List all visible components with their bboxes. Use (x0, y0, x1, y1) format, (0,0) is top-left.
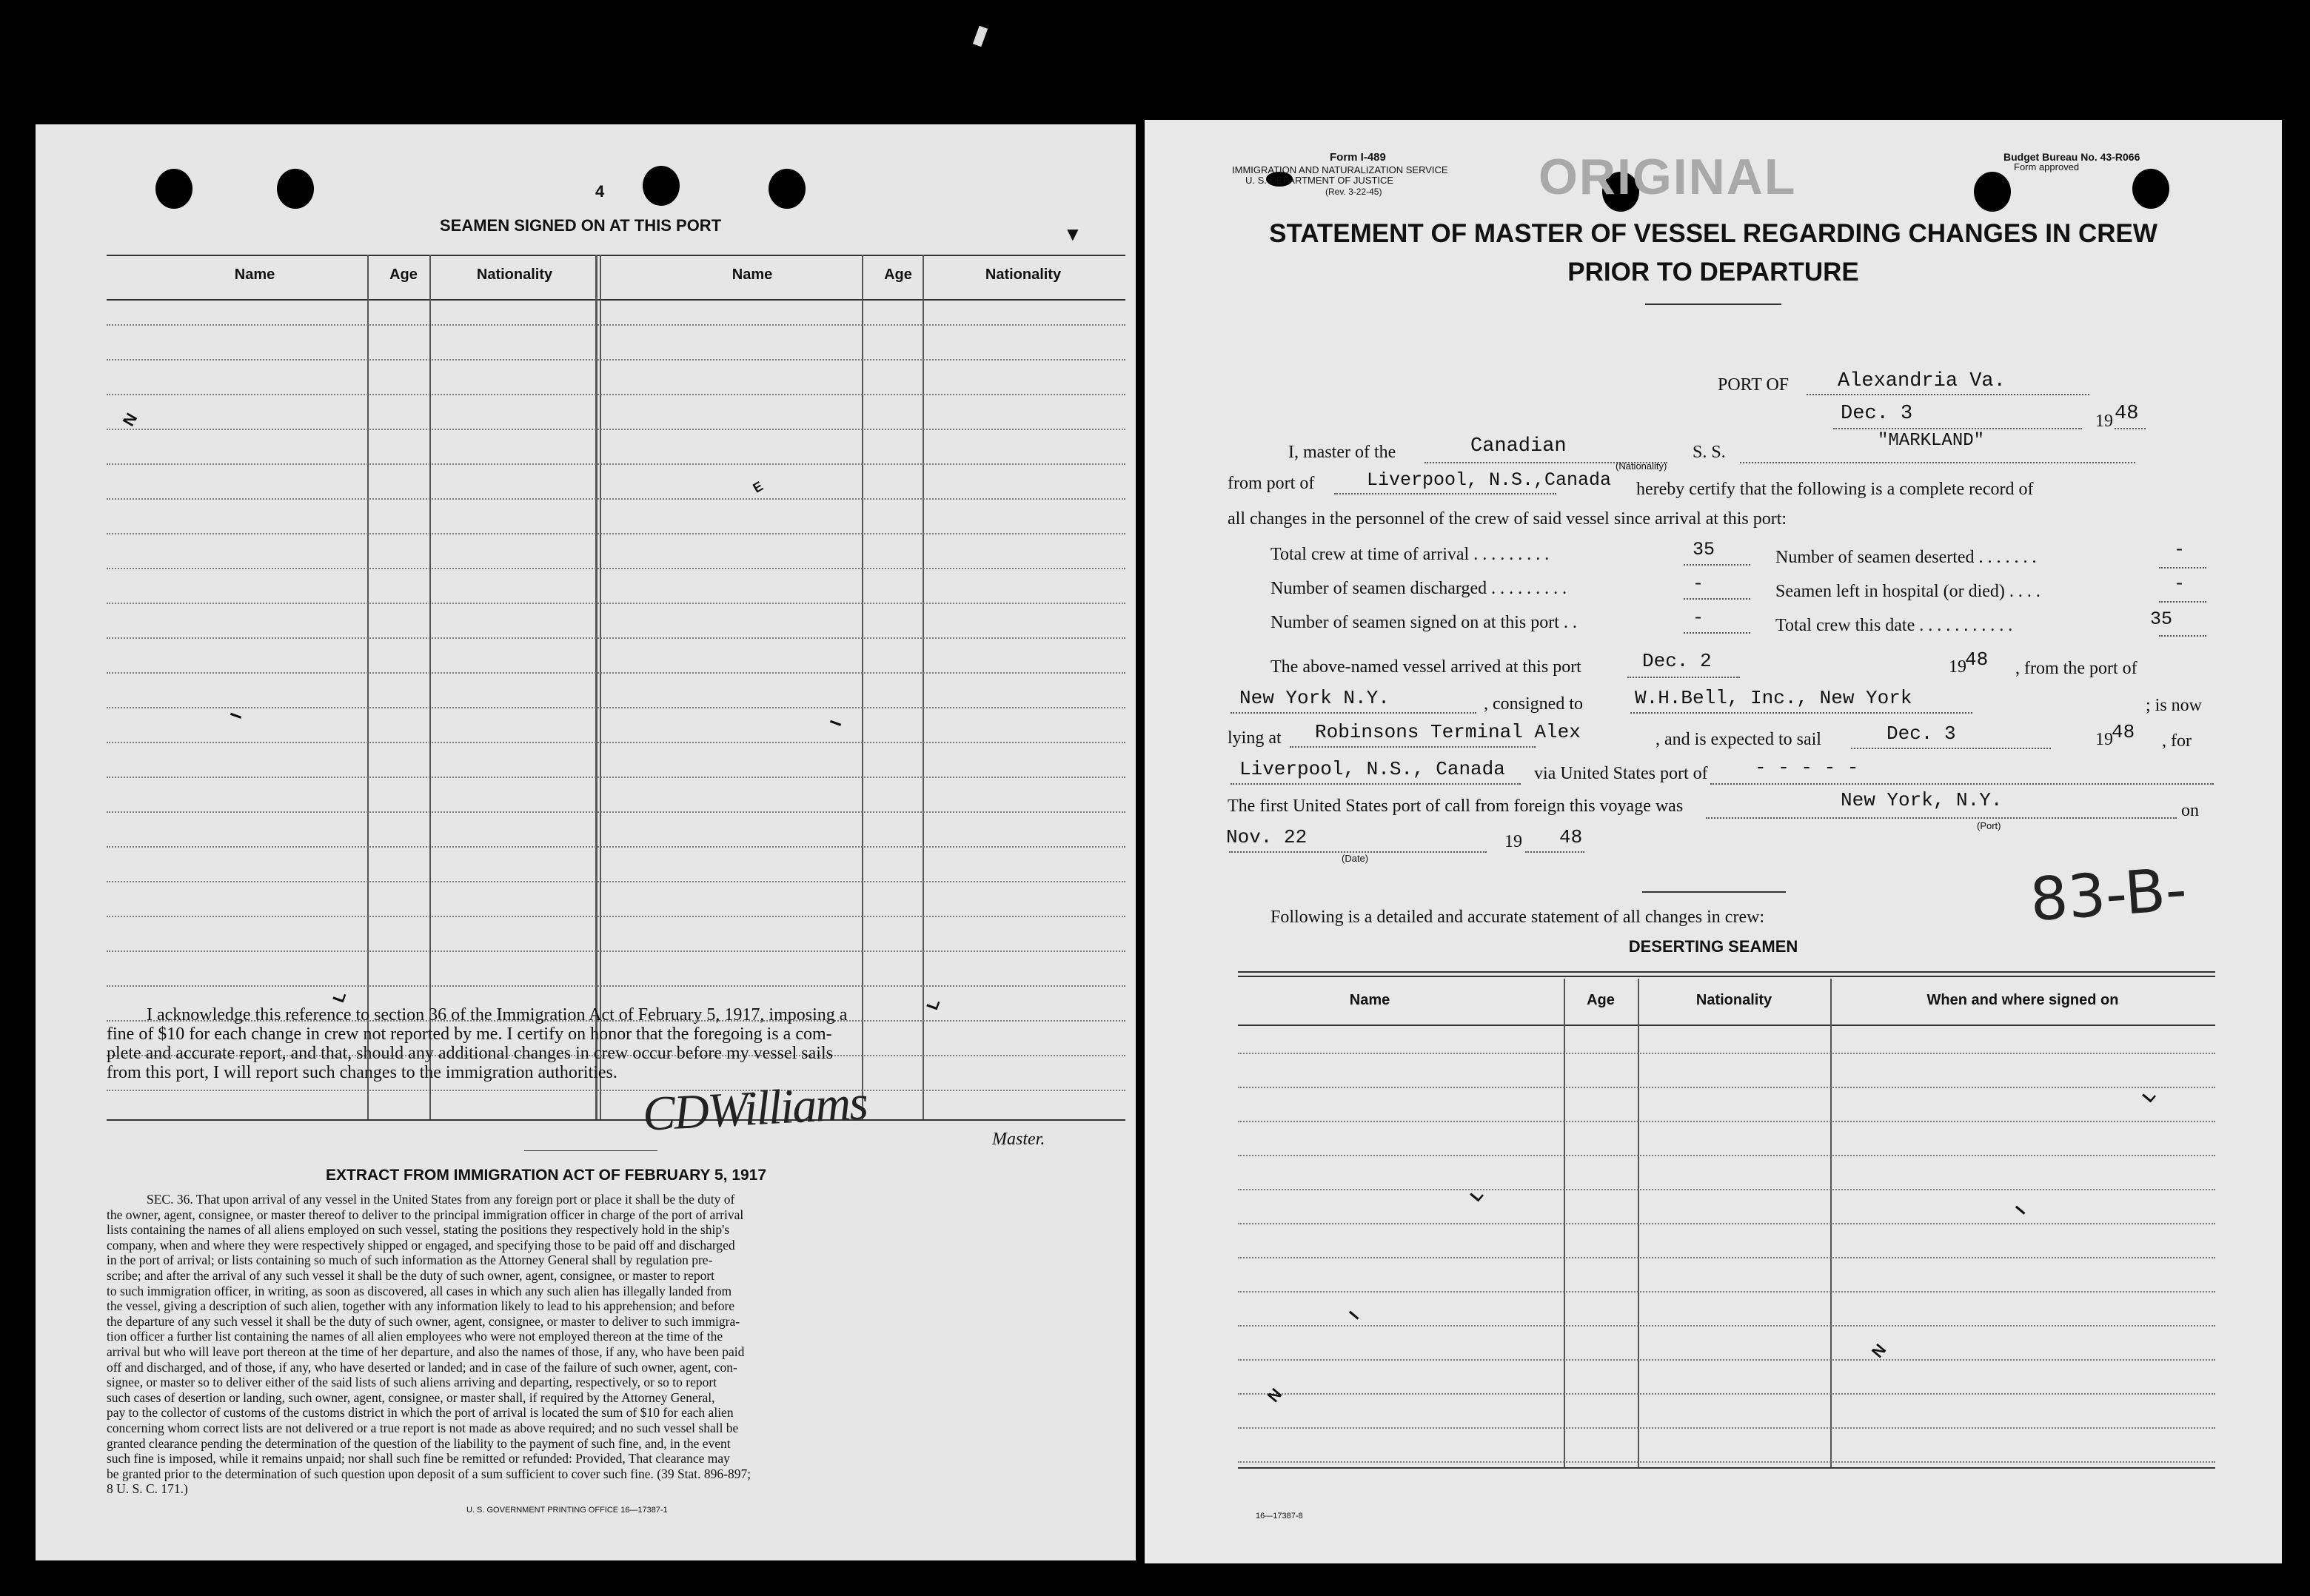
budget-bureau: Budget Bureau No. 43-R066 (2003, 151, 2140, 163)
arrived-label: The above-named vessel arrived at this port (1270, 657, 1581, 677)
fill-line (2115, 428, 2146, 429)
sail-date: Dec. 3 (1886, 722, 1956, 745)
extract-line: scribe; and after the arrival of any such vessel it shall be the duty of such owner, agent, consignee, or master to report (107, 1268, 715, 1283)
arrived-date: Dec. 2 (1642, 650, 1712, 672)
nil-mark: L (923, 996, 944, 1013)
col-header-name: Name (732, 266, 773, 283)
fill-line (1231, 712, 1476, 714)
table-row-line (107, 985, 1125, 987)
table-row-line (1238, 1461, 2215, 1463)
acknowledgement-line: fine of $10 for each change in crew not reported by me. I certify on honor that the foregoing is a com- (107, 1025, 832, 1044)
certify-text: hereby certify that the following is a complete record of (1636, 480, 2034, 499)
lying-at-label: lying at (1228, 728, 1282, 748)
extract-line: granted clearance pending the determination of the question of the liability to the payment of such fine, and, in the event (107, 1435, 731, 1451)
table-row-line (107, 568, 1125, 569)
certify-text-2: all changes in the personnel of the crew of said vessel since arrival at this port: (1228, 509, 1787, 529)
arrived-from: New York N.Y. (1239, 687, 1390, 709)
original-stamp: ORIGINAL (1539, 149, 1797, 205)
left-page-seamen-signed-on (36, 124, 1136, 1560)
table-row-line (107, 359, 1125, 361)
extract-line: be granted prior to the determination of such question upon deposit of a sum sufficient to cover such fine. (39 Stat. 896-897; (107, 1466, 751, 1481)
port-caption: (Port) (1977, 820, 2001, 831)
col-header-when-where: When and where signed on (1926, 992, 2119, 1008)
acknowledgement-line: from this port, I will report such changes to the immigration authorities. (107, 1063, 617, 1082)
col-header-age: Age (1587, 992, 1615, 1008)
table-row-line (107, 881, 1125, 882)
fill-line (1706, 817, 2177, 819)
table-bottom-rule (1238, 1467, 2215, 1469)
agency-line: U. S. DEPARTMENT OF JUSTICE (1245, 175, 1394, 186)
first-port-label: The first United States port of call from foreign this voyage was (1228, 797, 1684, 816)
form-number: Form I-489 (1330, 151, 1386, 164)
table-row-line (107, 637, 1125, 639)
table-row-line (107, 1090, 1125, 1091)
table-row-line (1238, 1257, 2215, 1258)
extract-line: the departure of any such vessel it shall be the duty of such owner, agent, consignee, or master to deliver to such immigra- (107, 1313, 740, 1329)
master-label: Master. (992, 1130, 1045, 1149)
punch-hole (769, 169, 806, 209)
column-divider (429, 255, 431, 1119)
table-row-line (1238, 1393, 2215, 1395)
ss-label: S. S. (1693, 443, 1726, 462)
discharged-label: Number of seamen discharged . . . . . . . . . (1270, 579, 1567, 598)
acknowledgement-line: plete and accurate report, and that, should any additional changes in crew occur before my vessel sails (107, 1044, 833, 1063)
extract-line: lists containing the names of all aliens employed on such vessel, stating the positions they respectively hold in the ship's (107, 1222, 730, 1238)
table-row-line (107, 394, 1125, 395)
table-row-line (107, 846, 1125, 848)
extract-line: the vessel, giving a description of such alien, together with any information likely to lead to his apprehension; and before (107, 1298, 735, 1314)
signed-on-value: - (1693, 607, 1704, 628)
table-row-line (1238, 1121, 2215, 1122)
table-row-line (1238, 1291, 2215, 1292)
extract-line: concerning whom correct lists are not delivered or a true report is not made as above required; and no such vessel shall be (107, 1421, 739, 1435)
agency-line: IMMIGRATION AND NATURALIZATION SERVICE (1232, 164, 1448, 175)
extract-line: in the port of arrival; or lists containing so much of such information as the Attorney General shall by regulation pre- (107, 1253, 713, 1268)
column-divider (862, 255, 863, 1119)
table-bottom-rule (107, 1119, 1125, 1121)
col-header-age: Age (884, 266, 912, 283)
table-top-rule (107, 255, 1125, 256)
expected-label: , and is expected to sail (1656, 730, 1821, 749)
from-port-label: from port of (1228, 474, 1315, 493)
table-row-line (1238, 1053, 2215, 1054)
nil-mark: I (226, 710, 246, 721)
port-of-label: PORT OF (1718, 375, 1790, 395)
table-top-rule (1238, 976, 2215, 977)
right-page-statement-of-master (1145, 120, 2282, 1563)
deserted-label: Number of seamen deserted . . . . . . . (1775, 548, 2037, 567)
fill-line (1684, 564, 1750, 566)
acknowledgement-line: I acknowledge this reference to section 36 of the Immigration Act of February 5, 1917, imposing a (147, 1005, 848, 1025)
year-prefix: 19 (2095, 412, 2113, 431)
destination: Liverpool, N.S., Canada (1239, 758, 1505, 780)
extract-line: off and discharged, and of those, if any, who have deserted or landed; and in case of the failure of such owner, agent, con- (107, 1359, 737, 1375)
first-port-date: Nov. 22 (1226, 826, 1308, 848)
form-approved: Form approved (2014, 161, 2080, 172)
printer-line: U. S. GOVERNMENT PRINTING OFFICE 16—17387-1 (466, 1506, 668, 1515)
table-row-line (107, 950, 1125, 952)
extract-line: the owner, agent, consignee, or master thereof to deliver to the principal immigration officer in charge of the port of arrival (107, 1207, 744, 1222)
nil-mark: L (329, 989, 350, 1005)
scan-artifact (973, 26, 988, 47)
col-header-name: Name (1349, 992, 1390, 1008)
via-value: - - - - - (1755, 757, 1859, 779)
following-text: Following is a detailed and accurate statement of all changes in crew: (1270, 908, 1765, 927)
hospital-label: Seamen left in hospital (or died) . . . . (1775, 582, 2040, 601)
first-port-year: 48 (1559, 826, 1583, 848)
table-row-line (107, 777, 1125, 778)
fill-line (1627, 677, 1740, 678)
table-row-line (1238, 1359, 2215, 1361)
left-title: SEAMEN SIGNED ON AT THIS PORT (440, 216, 722, 235)
nil-mark: I (826, 717, 846, 728)
table-row-line (1238, 1325, 2215, 1327)
table-row-line (107, 463, 1125, 465)
sail-year: 48 (2112, 721, 2135, 743)
lying-at-value: Robinsons Terminal Alex (1315, 721, 1581, 743)
punch-hole (2132, 169, 2169, 209)
fill-line (1525, 851, 1584, 853)
fill-line (1851, 748, 2051, 749)
arrived-year-prefix: 19 (1949, 657, 1966, 677)
column-divider (595, 255, 597, 1119)
from-port-value: Liverpool, N.S.,Canada (1367, 469, 1612, 491)
vessel-name: "MARKLAND" (1878, 431, 1985, 451)
fill-line (1740, 462, 2135, 463)
year-value: 48 (2115, 403, 2139, 425)
extract-line: signee, or master so to deliver either of the said lists of such aliens arriving and departing, respectively, or so to report (107, 1375, 717, 1390)
revision: (Rev. 3-22-45) (1325, 187, 1382, 197)
table-row-line (107, 533, 1125, 534)
fill-line (2159, 567, 2206, 569)
consigned-label: , consigned to (1484, 694, 1583, 714)
extract-line: SEC. 36. That upon arrival of any vessel in the United States from any foreign port or place it shall be the duty of (147, 1192, 735, 1207)
table-row-line (107, 324, 1125, 326)
total-crew-date-label: Total crew this date . . . . . . . . . . . (1775, 616, 2013, 635)
extract-line: pay to the collector of customs of the customs district in which the port of arrival is located the sum of $10 for each alien (107, 1405, 734, 1421)
extract-title: EXTRACT FROM IMMIGRATION ACT OF FEBRUARY 5, 1917 (326, 1167, 767, 1184)
punch-hole (155, 169, 192, 209)
table-row-line (107, 429, 1125, 430)
nil-mark: E (750, 478, 766, 496)
col-header-name: Name (234, 266, 275, 283)
fill-line (1231, 783, 1521, 785)
table-row-line (107, 672, 1125, 674)
total-crew-arrival-value: 35 (1693, 539, 1715, 560)
table-row-line (107, 916, 1125, 917)
deserted-value: - (2174, 539, 2186, 560)
nil-mark: N (118, 409, 141, 429)
deserting-title: DESERTING SEAMEN (1628, 937, 1798, 956)
fill-line (1684, 632, 1750, 634)
printer-line: 16—17387-8 (1256, 1512, 1303, 1520)
fill-line (1807, 394, 2089, 395)
discharged-value: - (1693, 573, 1704, 594)
on-label: on (2181, 801, 2199, 820)
port-of-value: Alexandria Va. (1838, 370, 2006, 392)
fill-line (1290, 746, 1536, 748)
extract-line: 8 U. S. C. 171.) (107, 1481, 188, 1497)
column-divider (923, 255, 924, 1119)
nil-mark: L (2138, 1086, 2160, 1106)
page-number: 4 (595, 182, 605, 201)
arrived-year: 48 (1965, 648, 1989, 671)
from-the-port-of-label: , from the port of (2015, 659, 2137, 678)
table-row-line (107, 707, 1125, 708)
extract-line: company, when and where they were respectively shipped or engaged, and specifying those to be paid off and discharged (107, 1237, 735, 1253)
table-row-line (107, 811, 1125, 813)
nationality-value: Canadian (1470, 435, 1567, 457)
section-rule (1642, 891, 1786, 893)
signature-rule (524, 1150, 657, 1151)
table-row-line (1238, 1155, 2215, 1156)
punch-hole (277, 169, 314, 209)
master-of-the-label: I, master of the (1288, 443, 1396, 462)
nil-mark: N (1867, 1340, 1890, 1361)
sail-year-prefix: 19 (2095, 730, 2113, 749)
nil-mark: L (1466, 1185, 1487, 1205)
date-caption: (Date) (1342, 853, 1369, 864)
table-row-line (1238, 1427, 2215, 1429)
form-title: STATEMENT OF MASTER OF VESSEL REGARDING CHANGES IN CREW (1269, 219, 2157, 248)
table-top-rule (1238, 971, 2215, 973)
punch-hole (1974, 172, 2011, 212)
signed-on-label: Number of seamen signed on at this port . . (1270, 613, 1577, 632)
table-row-line (1238, 1087, 2215, 1088)
form-title: PRIOR TO DEPARTURE (1567, 258, 1859, 286)
fill-line (2159, 601, 2206, 603)
column-divider (600, 255, 601, 1119)
handwritten-note: 83-B- (2028, 854, 2189, 935)
nil-mark: I (1345, 1307, 1363, 1324)
nil-mark: I (2012, 1202, 2029, 1218)
extract-line: such fine is imposed, while it remains unpaid; nor shall such fine be remitted or refunded: Provided, That clearance may (107, 1451, 730, 1466)
fill-line (1710, 783, 2214, 785)
col-header-nationality: Nationality (1695, 992, 1772, 1008)
extract-line: arrival but who will leave port thereon at the time of her departure, and also the names of those, if any, who have been paid (107, 1344, 745, 1359)
date-value: Dec. 3 (1841, 403, 1913, 425)
title-rule (1645, 304, 1781, 305)
table-row-line (107, 603, 1125, 604)
col-header-nationality: Nationality (985, 266, 1062, 283)
table-row-line (1238, 1189, 2215, 1190)
col-header-age: Age (389, 266, 418, 283)
total-crew-arrival-label: Total crew at time of arrival . . . . . . . . . (1270, 545, 1550, 564)
table-header-rule (107, 299, 1125, 301)
punch-hole (643, 166, 680, 206)
table-row-line (1238, 1223, 2215, 1224)
table-row-line (107, 742, 1125, 743)
total-crew-date-value: 35 (2150, 608, 2173, 630)
table-header-rule (1238, 1025, 2215, 1026)
fill-line (1334, 493, 1556, 494)
column-divider (367, 255, 369, 1119)
extract-line: to such immigration officer, in writing, as soon as discovered, all cases in which any such alien has illegally landed from (107, 1283, 732, 1298)
table-row-line (107, 498, 1125, 500)
for-label: , for (2162, 731, 2192, 751)
via-label: via United States port of (1534, 764, 1708, 783)
hospital-value: - (2174, 573, 2186, 594)
extract-line: tion officer a further list containing the names of all alien employees who were not employed thereon at the time of the (107, 1329, 723, 1344)
consigned-value: W.H.Bell, Inc., New York (1635, 687, 1912, 709)
fill-line (2159, 635, 2206, 637)
fill-line (1684, 598, 1750, 600)
col-header-nationality: Nationality (476, 266, 553, 283)
first-port-year-prefix: 19 (1504, 832, 1522, 851)
first-port-value: New York, N.Y. (1841, 789, 2003, 811)
is-now-label: ; is now (2146, 696, 2203, 715)
master-signature: CDWilliams (641, 1076, 868, 1141)
nationality-caption: (Nationality) (1616, 460, 1667, 472)
extract-line: such cases of desertion or landing, such owner, agent, consignee, or master shall, if required by the Attorney General, (107, 1389, 715, 1405)
nil-mark: N (1263, 1384, 1286, 1406)
fill-line (1630, 712, 1972, 714)
arrow-marker-icon: ▼ (1063, 224, 1082, 245)
fill-line (1833, 428, 2082, 429)
